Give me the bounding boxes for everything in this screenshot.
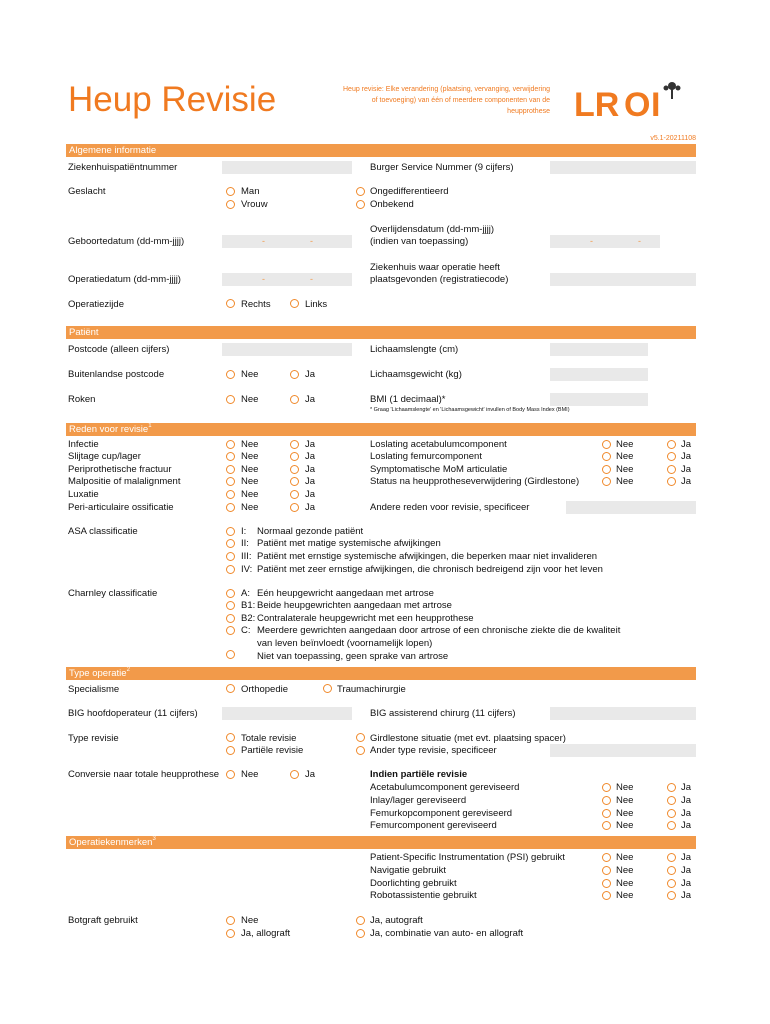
charnley-b2-code: B2: — [241, 613, 256, 624]
specialism-label: Specialisme — [68, 684, 120, 695]
section-revision-reason — [66, 423, 696, 436]
svg-text:I: I — [651, 86, 661, 120]
gender-onbekend-label: Onbekend — [370, 199, 414, 210]
navigatie-ja-radio[interactable] — [667, 866, 676, 875]
weight-label: Lichaamsgewicht (kg) — [370, 369, 462, 380]
ja-label: Ja — [681, 820, 692, 831]
reason-malpositie-nee-radio[interactable] — [226, 477, 235, 486]
reason-infectie-nee-radio[interactable] — [226, 440, 235, 449]
psi-nee-radio[interactable] — [602, 853, 611, 862]
robot-nee-radio[interactable] — [602, 891, 611, 900]
bmi-field[interactable] — [550, 393, 648, 406]
botgraft-nee-radio[interactable] — [226, 916, 235, 925]
type-partiele-radio[interactable] — [226, 746, 235, 755]
type-totale-label: Totale revisie — [241, 733, 297, 744]
side-rechts-radio[interactable] — [226, 299, 235, 308]
navigatie-nee-radio[interactable] — [602, 866, 611, 875]
big-assistant-label: BIG assisterend chirurg (11 cijfers) — [370, 708, 516, 719]
type-partiele-label: Partiële revisie — [241, 745, 304, 756]
reason-infectie-ja-radio[interactable] — [290, 440, 299, 449]
reason-mom-nee-radio[interactable] — [602, 465, 611, 474]
nee-label: Nee — [241, 489, 259, 500]
partial-acetabulum-nee-radio[interactable] — [602, 783, 611, 792]
doorlichting-label: Doorlichting gebruikt — [370, 878, 457, 889]
side-links-radio[interactable] — [290, 299, 299, 308]
other-reason-field[interactable] — [566, 501, 696, 514]
specialism-orthopedie-radio[interactable] — [226, 684, 235, 693]
section-operation-type-title: Type operatie — [69, 668, 127, 679]
nee-label: Nee — [616, 795, 634, 806]
nee-label: Nee — [241, 439, 259, 450]
partial-femurkop-nee-radio[interactable] — [602, 809, 611, 818]
form-title: Heup Revisie — [68, 80, 277, 119]
charnley-b1-text: Beide heupgewrichten aangedaan met artrose — [257, 600, 452, 611]
reason-fractuur-ja-radio[interactable] — [290, 465, 299, 474]
asa-2-radio[interactable] — [226, 539, 235, 548]
ja-label: Ja — [681, 865, 692, 876]
reason-mom-ja-radio[interactable] — [667, 465, 676, 474]
charnley-c-text: Meerdere gewrichten aangedaan door artrose of een chronische ziekte die de kwaliteit — [257, 625, 621, 636]
partial-inlay-ja-radio[interactable] — [667, 796, 676, 805]
botgraft-combinatie-label: Ja, combinatie van auto- en allograft — [370, 928, 524, 939]
bsn-field[interactable] — [550, 161, 696, 174]
date-separator: - — [638, 236, 641, 246]
botgraft-autograft-radio[interactable] — [356, 916, 365, 925]
charnley-c-code: C: — [241, 625, 251, 636]
type-ander-label: Ander type revisie, specificeer — [370, 745, 497, 756]
partial-femur-ja-radio[interactable] — [667, 821, 676, 830]
big-main-field[interactable] — [222, 707, 352, 720]
reason-infectie-label: Infectie — [68, 439, 99, 450]
reason-malpositie-label: Malpositie of malalignment — [68, 476, 181, 487]
asa-label: ASA classificatie — [68, 526, 138, 537]
reason-ossificatie-nee-radio[interactable] — [226, 503, 235, 512]
reason-girdlestone-label: Status na heupprotheseverwijdering (Girdlestone) — [370, 476, 580, 487]
section-revision-reason-title: Reden voor revisie — [69, 424, 149, 435]
hospital-location-label-2: plaatsgevonden (registratiecode) — [370, 274, 509, 285]
other-reason-label: Andere reden voor revisie, specificeer — [370, 502, 530, 513]
hospital-code-field[interactable] — [550, 273, 696, 286]
ja-label: Ja — [681, 464, 692, 475]
ja-label: Ja — [305, 451, 316, 462]
ja-label: Ja — [305, 489, 316, 500]
nee-label: Nee — [616, 808, 634, 819]
lroi-logo — [574, 78, 686, 120]
operation-side-label: Operatiezijde — [68, 299, 124, 310]
botgraft-combinatie-radio[interactable] — [356, 929, 365, 938]
charnley-na-text: Niet van toepassing, geen sprake van artrose — [257, 651, 449, 662]
type-girdlestone-label: Girdlestone situatie (met evt. plaatsing spacer) — [370, 733, 566, 744]
type-ander-radio[interactable] — [356, 746, 365, 755]
type-girdlestone-radio[interactable] — [356, 733, 365, 742]
ja-label: Ja — [681, 439, 692, 450]
partial-inlay-nee-radio[interactable] — [602, 796, 611, 805]
nee-label: Nee — [616, 464, 634, 475]
foreign-ja-label: Ja — [305, 369, 316, 380]
charnley-b1-code: B1: — [241, 600, 256, 611]
specialism-trauma-label: Traumachirurgie — [337, 684, 406, 695]
gender-vrouw-label: Vrouw — [241, 199, 268, 210]
ja-label: Ja — [305, 476, 316, 487]
navigatie-label: Navigatie gebruikt — [370, 865, 447, 876]
asa-4-code: IV: — [241, 564, 253, 575]
reason-slijtage-label: Slijtage cup/lager — [68, 451, 141, 462]
charnley-b2-text: Contralaterale heupgewricht met een heupprothese — [257, 613, 474, 624]
svg-text:O: O — [624, 86, 651, 120]
asa-2-text: Patiënt met matige systemische afwijkingen — [257, 538, 441, 549]
reason-girdlestone-nee-radio[interactable] — [602, 477, 611, 486]
ja-label: Ja — [681, 808, 692, 819]
conversion-ja-radio[interactable] — [290, 770, 299, 779]
section-patient: Patiënt — [66, 326, 696, 339]
nee-label: Nee — [616, 890, 634, 901]
section-general-info: Algemene informatie — [66, 144, 696, 157]
operation-date-field[interactable] — [222, 273, 352, 286]
charnley-a-text: Eén heupgewricht aangedaan met artrose — [257, 588, 434, 599]
asa-3-text: Patiënt met ernstige systemische afwijkingen, die beperken maar niet invalideren — [257, 551, 598, 562]
foreign-nee-radio[interactable] — [226, 370, 235, 379]
reason-loslating-femur-nee-radio[interactable] — [602, 452, 611, 461]
charnley-a-code: A: — [241, 588, 250, 599]
reason-luxatie-label: Luxatie — [68, 489, 99, 500]
gender-man-label: Man — [241, 186, 260, 197]
gender-label: Geslacht — [68, 186, 106, 197]
date-separator: - — [310, 274, 313, 284]
type-totale-radio[interactable] — [226, 733, 235, 742]
nee-label: Nee — [241, 451, 259, 462]
botgraft-nee-label: Nee — [241, 915, 259, 926]
foreign-postcode-label: Buitenlandse postcode — [68, 369, 165, 380]
partial-acetabulum-ja-radio[interactable] — [667, 783, 676, 792]
postcode-field[interactable] — [222, 343, 352, 356]
reason-malpositie-ja-radio[interactable] — [290, 477, 299, 486]
doorlichting-nee-radio[interactable] — [602, 879, 611, 888]
section-operation-characteristics-title: Operatiekenmerken — [69, 837, 153, 848]
death-date-field[interactable] — [550, 235, 660, 248]
specialism-orthopedie-label: Orthopedie — [241, 684, 289, 695]
hospital-location-label-1: Ziekenhuis waar operatie heeft — [370, 262, 500, 273]
ja-label: Ja — [681, 782, 692, 793]
nee-label: Nee — [616, 451, 634, 462]
asa-3-code: III: — [241, 551, 252, 562]
gender-man-radio[interactable] — [226, 187, 235, 196]
partial-femur-nee-radio[interactable] — [602, 821, 611, 830]
nee-label: Nee — [241, 464, 259, 475]
nee-label: Nee — [616, 878, 634, 889]
botgraft-autograft-label: Ja, autograft — [370, 915, 423, 926]
ja-label: Ja — [305, 769, 316, 780]
smoking-nee-radio[interactable] — [226, 395, 235, 404]
birth-date-field[interactable] — [222, 235, 352, 248]
nee-label: Nee — [616, 852, 634, 863]
charnley-a-radio[interactable] — [226, 589, 235, 598]
nee-label: Nee — [616, 439, 634, 450]
hospital-id-label: Ziekenhuispatiëntnummer — [68, 162, 178, 173]
reason-luxatie-ja-radio[interactable] — [290, 490, 299, 499]
bmi-label: BMI (1 decimaal)* — [370, 394, 446, 405]
reason-loslating-femur-label: Loslating femurcomponent — [370, 451, 482, 462]
asa-2-code: II: — [241, 538, 249, 549]
header-note: Heup revisie: Elke verandering (plaatsing, vervanging, verwijdering of toevoeging) van één of meerdere componenten van de heupprothese — [343, 86, 550, 115]
charnley-b2-radio[interactable] — [226, 614, 235, 623]
reason-mom-label: Symptomatische MoM articulatie — [370, 464, 508, 475]
side-rechts-label: Rechts — [241, 299, 271, 310]
reason-slijtage-ja-radio[interactable] — [290, 452, 299, 461]
section-operation-characteristics — [66, 836, 696, 849]
partial-revision-heading: Indien partiële revisie — [370, 769, 468, 780]
partial-femurkop-ja-radio[interactable] — [667, 809, 676, 818]
big-main-label: BIG hoofdoperateur (11 cijfers) — [68, 708, 198, 719]
foreign-nee-label: Nee — [241, 369, 259, 380]
footnote-marker: 1 — [148, 423, 152, 429]
height-field[interactable] — [550, 343, 648, 356]
doorlichting-ja-radio[interactable] — [667, 879, 676, 888]
conversion-nee-radio[interactable] — [226, 770, 235, 779]
botgraft-label: Botgraft gebruikt — [68, 915, 138, 926]
ja-label: Ja — [305, 439, 316, 450]
death-date-label-1: Overlijdensdatum (dd-mm-jjjj) — [370, 224, 495, 235]
nee-label: Nee — [241, 476, 259, 487]
death-date-label-2: (indien van toepassing) — [370, 236, 469, 247]
birth-date-label: Geboortedatum (dd-mm-jjjj) — [68, 236, 185, 247]
big-assistant-field[interactable] — [550, 707, 696, 720]
gender-ongedifferentieerd-radio[interactable] — [356, 187, 365, 196]
ja-label: Ja — [305, 502, 316, 513]
reason-loslating-femur-ja-radio[interactable] — [667, 452, 676, 461]
nee-label: Nee — [241, 769, 259, 780]
gender-onbekend-radio[interactable] — [356, 200, 365, 209]
section-operation-type — [66, 667, 696, 680]
ja-label: Ja — [681, 852, 692, 863]
ja-label: Ja — [305, 464, 316, 475]
nee-label: Nee — [616, 476, 634, 487]
type-ander-field[interactable] — [550, 744, 696, 757]
asa-4-text: Patiënt met zeer ernstige afwijkingen, die chronisch bedreigend zijn voor het leven — [257, 564, 603, 575]
ja-label: Ja — [681, 878, 692, 889]
partial-femurkop-label: Femurkopcomponent gereviseerd — [370, 808, 513, 819]
date-separator: - — [262, 236, 265, 246]
side-links-label: Links — [305, 299, 328, 310]
svg-text:LR: LR — [574, 86, 620, 120]
botgraft-allograft-radio[interactable] — [226, 929, 235, 938]
hospital-id-field[interactable] — [222, 161, 352, 174]
foreign-ja-radio[interactable] — [290, 370, 299, 379]
nee-label: Nee — [616, 820, 634, 831]
reason-loslating-acetabulum-nee-radio[interactable] — [602, 440, 611, 449]
smoking-ja-label: Ja — [305, 394, 316, 405]
partial-femur-label: Femurcomponent gereviseerd — [370, 820, 497, 831]
reason-girdlestone-ja-radio[interactable] — [667, 477, 676, 486]
gender-vrouw-radio[interactable] — [226, 200, 235, 209]
footnote-marker: 3 — [152, 836, 156, 842]
smoking-label: Roken — [68, 394, 96, 405]
specialism-trauma-radio[interactable] — [323, 684, 332, 693]
reason-fractuur-label: Periprothetische fractuur — [68, 464, 172, 475]
ja-label: Ja — [681, 890, 692, 901]
height-label: Lichaamslengte (cm) — [370, 344, 459, 355]
operation-date-label: Operatiedatum (dd-mm-jjjj) — [68, 274, 181, 285]
conversion-label: Conversie naar totale heupprothese — [68, 769, 220, 780]
postcode-label: Postcode (alleen cijfers) — [68, 344, 170, 355]
reason-ossificatie-ja-radio[interactable] — [290, 503, 299, 512]
reason-slijtage-nee-radio[interactable] — [226, 452, 235, 461]
charnley-na-radio[interactable] — [226, 650, 235, 659]
nee-label: Nee — [616, 865, 634, 876]
reason-loslating-acetabulum-ja-radio[interactable] — [667, 440, 676, 449]
reason-luxatie-nee-radio[interactable] — [226, 490, 235, 499]
ja-label: Ja — [681, 451, 692, 462]
date-separator: - — [262, 274, 265, 284]
revision-type-label: Type revisie — [68, 733, 119, 744]
partial-inlay-label: Inlay/lager gereviseerd — [370, 795, 467, 806]
smoking-ja-radio[interactable] — [290, 395, 299, 404]
date-separator: - — [590, 236, 593, 246]
psi-ja-radio[interactable] — [667, 853, 676, 862]
nee-label: Nee — [616, 782, 634, 793]
smoking-nee-label: Nee — [241, 394, 259, 405]
bmi-footnote: * Graag 'Lichaamslengte' en 'Lichaamsgewicht' invullen of Body Mass Index (BMI) — [370, 407, 570, 413]
psi-label: Patient-Specific Instrumentation (PSI) gebruikt — [370, 852, 565, 863]
asa-1-text: Normaal gezonde patiënt — [257, 526, 364, 537]
asa-1-code: I: — [241, 526, 247, 537]
footnote-marker: 2 — [126, 667, 130, 673]
asa-4-radio[interactable] — [226, 565, 235, 574]
robot-ja-radio[interactable] — [667, 891, 676, 900]
ja-label: Ja — [681, 795, 692, 806]
version-label: v5.1-20211108 — [650, 135, 696, 142]
charnley-label: Charnley classificatie — [68, 588, 158, 599]
reason-loslating-acetabulum-label: Loslating acetabulumcomponent — [370, 439, 507, 450]
charnley-c-text-cont: van leven beïnvloedt (voornamelijk lopen) — [257, 638, 433, 649]
partial-acetabulum-label: Acetabulumcomponent gereviseerd — [370, 782, 520, 793]
ja-label: Ja — [681, 476, 692, 487]
robot-label: Robotassistentie gebruikt — [370, 890, 477, 901]
gender-ongedifferentieerd-label: Ongedifferentieerd — [370, 186, 449, 197]
bsn-label: Burger Service Nummer (9 cijfers) — [370, 162, 514, 173]
nee-label: Nee — [241, 502, 259, 513]
weight-field[interactable] — [550, 368, 648, 381]
reason-ossificatie-label: Peri-articulaire ossificatie — [68, 502, 174, 513]
charnley-c-radio[interactable] — [226, 626, 235, 635]
date-separator: - — [310, 236, 313, 246]
reason-fractuur-nee-radio[interactable] — [226, 465, 235, 474]
asa-3-radio[interactable] — [226, 552, 235, 561]
charnley-b1-radio[interactable] — [226, 601, 235, 610]
asa-1-radio[interactable] — [226, 527, 235, 536]
botgraft-allograft-label: Ja, allograft — [241, 928, 291, 939]
